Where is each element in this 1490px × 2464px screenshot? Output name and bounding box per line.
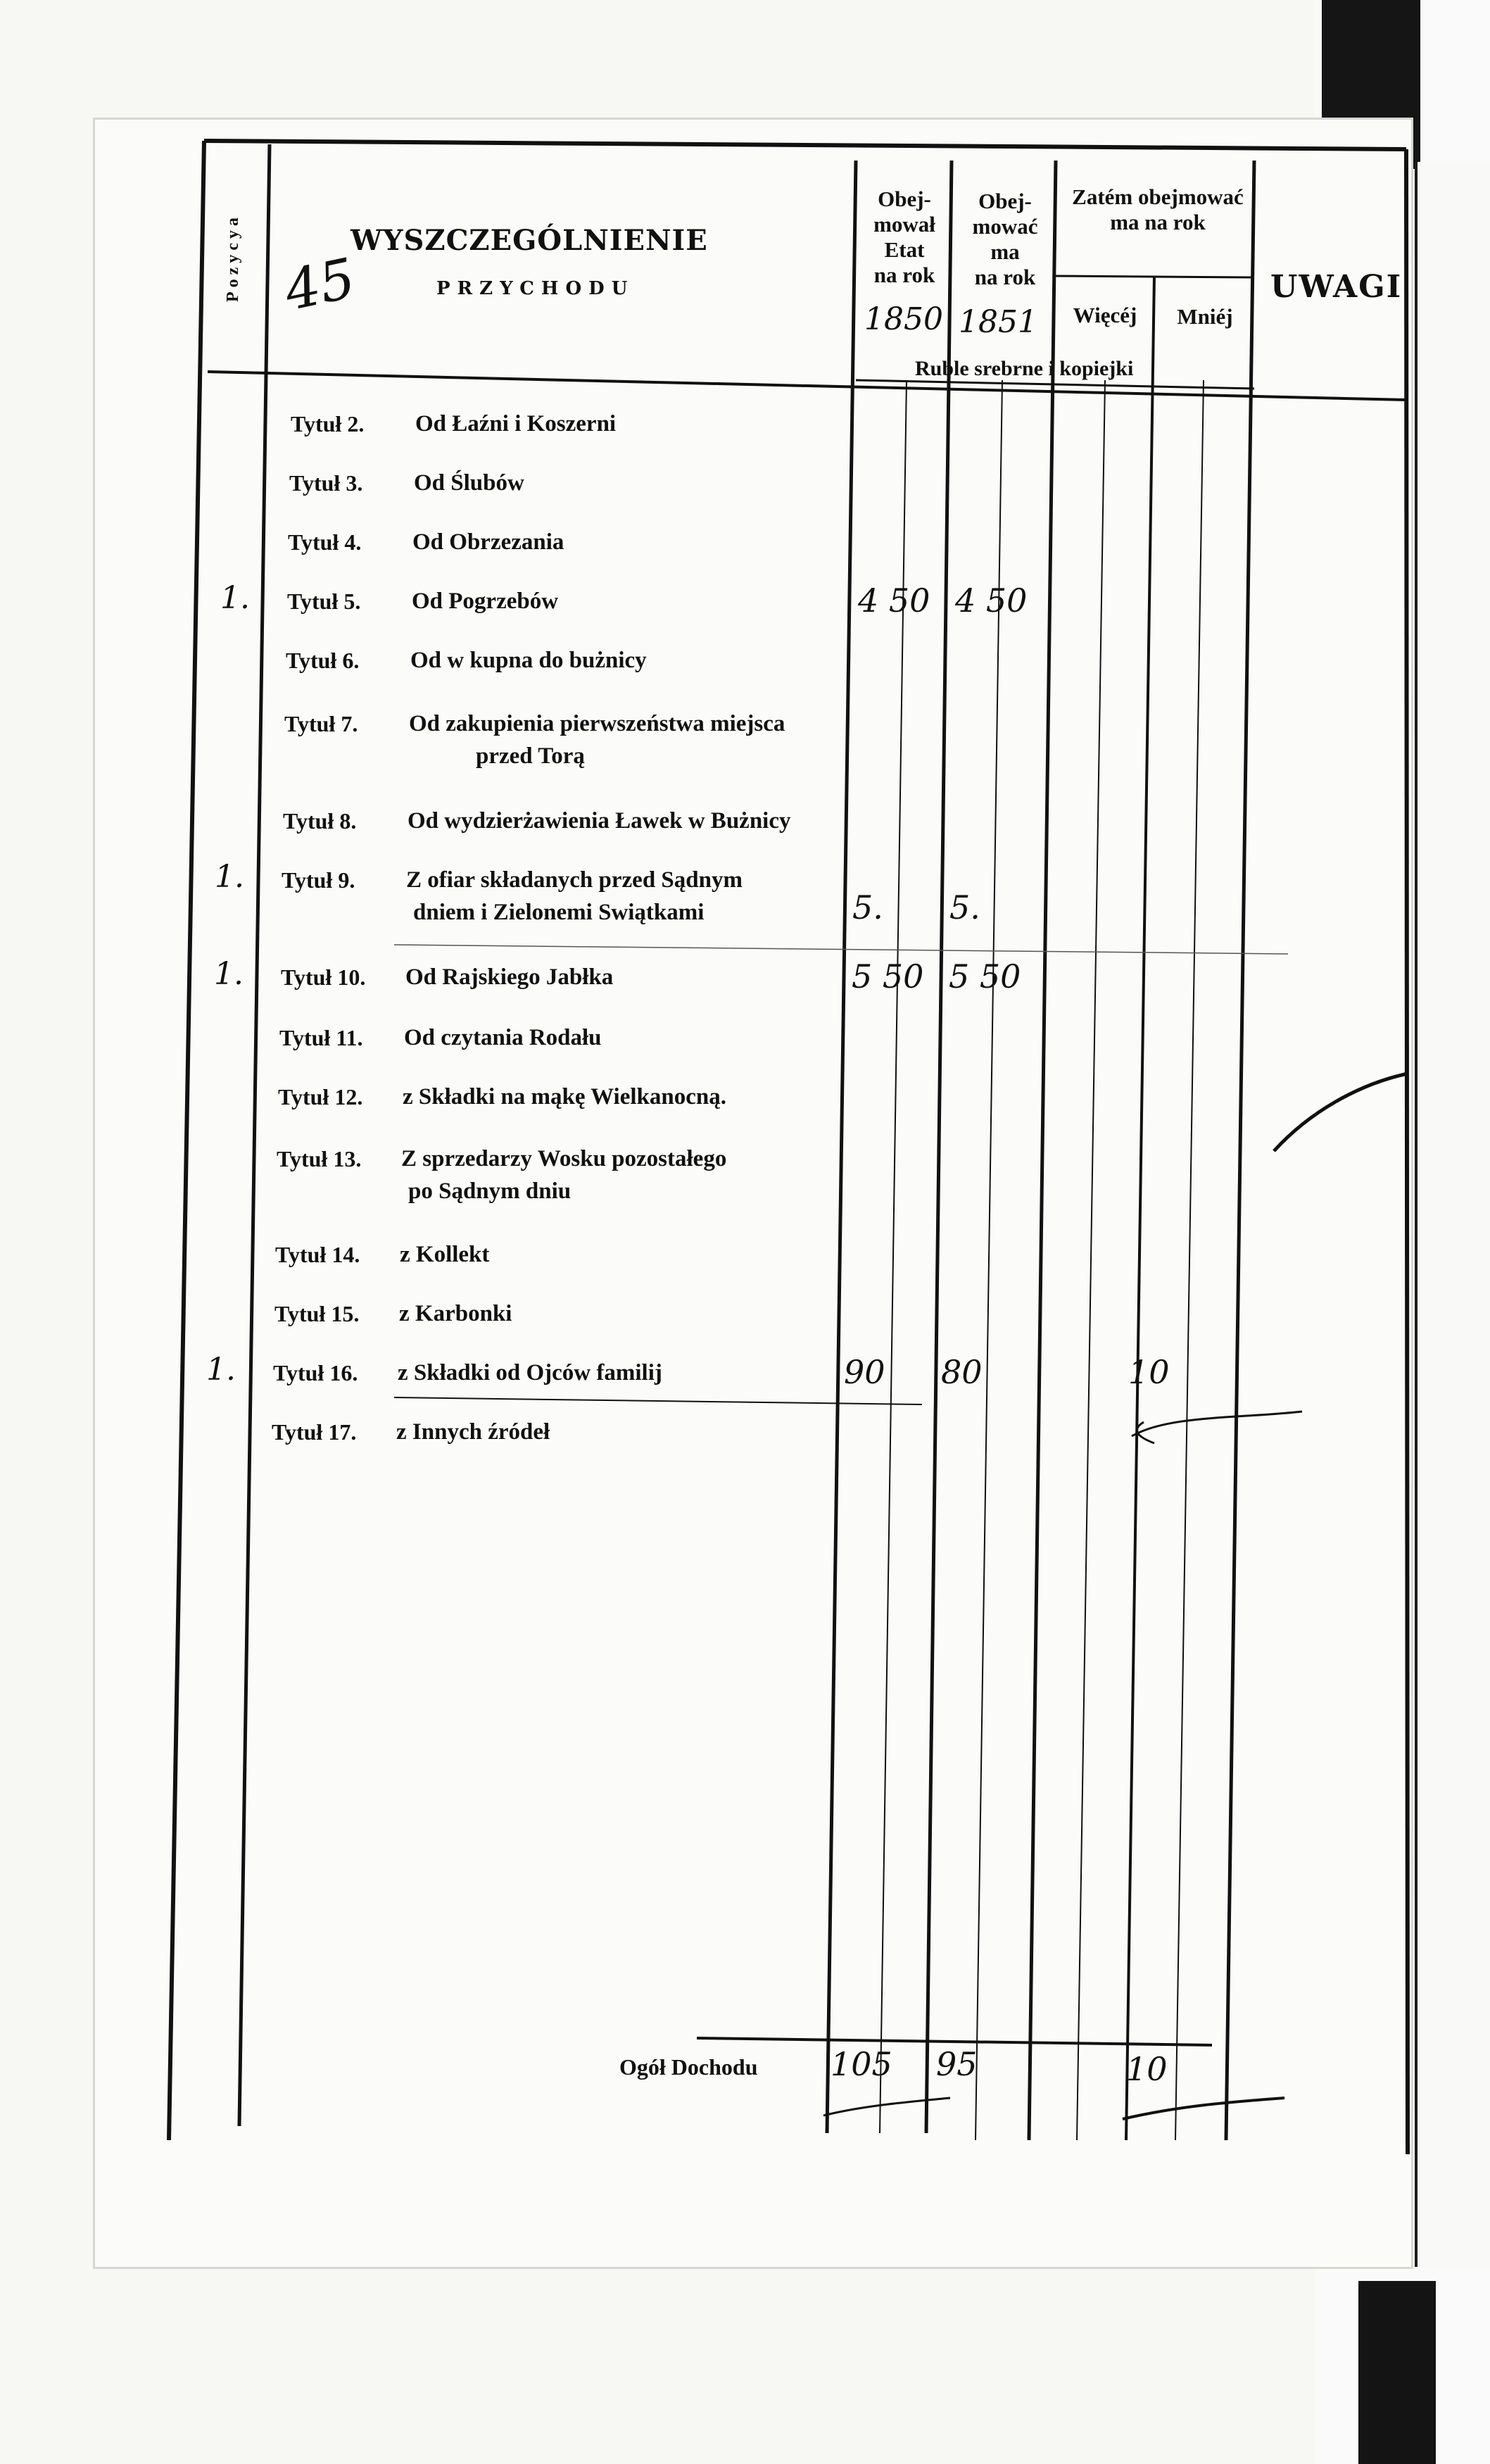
row-tytul: Tytuł 2. (291, 411, 365, 436)
row-check-mark: 1. (220, 580, 250, 616)
row-description: po Sądnym dniu (408, 1178, 572, 1204)
row-description: z Składki od Ojców familij (398, 1360, 662, 1385)
row-description: Od w kupna do bużnicy (410, 648, 647, 673)
row-description: Z ofiar składanych przed Sądnym (406, 867, 743, 893)
row-tytul: Tytuł 3. (289, 470, 363, 496)
total-ma: 95 (936, 2045, 978, 2083)
row-tytul: Tytuł 11. (279, 1025, 363, 1050)
row-description: z Innych źródeł (396, 1419, 550, 1445)
row-tytul: Tytuł 14. (275, 1242, 360, 1267)
row-tytul: Tytuł 8. (283, 808, 357, 834)
row-description: przed Torą (476, 743, 585, 769)
uwagi-header: UWAGI (1270, 269, 1403, 305)
row-description: Od Łaźni i Koszerni (415, 411, 617, 436)
row-ma-value: 80 (941, 1353, 983, 1391)
row-description: z Karbonki (399, 1301, 512, 1326)
row-tytul: Tytuł 17. (272, 1419, 357, 1445)
row-ma-value: 5. (949, 888, 980, 926)
row-description: Od Obrzezania (412, 529, 564, 555)
row-tytul: Tytuł 6. (286, 648, 360, 673)
row-etat-value: 5. (852, 888, 883, 926)
row-tytul: Tytuł 4. (288, 529, 362, 555)
row-ma-value: 4 50 (955, 582, 1028, 620)
total-label: Ogół Dochodu (619, 2054, 758, 2080)
col-ma-header: Obej- mować ma na rok (972, 189, 1038, 289)
row-description: Od Rajskiego Jabłka (405, 964, 614, 990)
row-description: Od Pogrzebów (412, 589, 559, 614)
row-description: z Składki na mąkę Wielkanocną. (403, 1084, 726, 1110)
row-tytul: Tytuł 15. (274, 1301, 360, 1326)
col-zatem-header: Zatém obejmować ma na rok (1072, 184, 1244, 234)
row-description: Od zakupienia pierwszeństwa miejsca (409, 711, 785, 736)
pozycya-header: Pozycya (224, 213, 242, 302)
handwritten-page-number: 45 (279, 246, 361, 324)
row-description: dniem i Zielonemi Swiątkami (413, 900, 705, 925)
row-tytul: Tytuł 13. (277, 1146, 362, 1171)
row-check-mark: 1. (206, 1352, 236, 1388)
currency-header: Ruble srebrne i kopiejki (915, 357, 1134, 380)
col-wiecej-header: Więcéj (1073, 303, 1137, 327)
row-description: Od wydzierżawienia Ławek w Bużnicy (408, 808, 791, 834)
total-etat: 105 (831, 2045, 892, 2083)
row-tytul: Tytuł 10. (281, 964, 366, 990)
section-subtitle: PRZYCHODU (436, 278, 635, 299)
row-check-mark: 1. (214, 956, 244, 992)
row-description: Od Ślubów (414, 470, 524, 496)
row-check-mark: 1. (215, 859, 244, 895)
row-tytul: Tytuł 12. (278, 1084, 363, 1110)
col-ma-year: 1851 (959, 304, 1037, 340)
row-wiecej-value: 10 (1128, 1353, 1170, 1391)
col-etat-header: Obej- mował Etat na rok (873, 187, 935, 287)
row-tytul: Tytuł 16. (273, 1360, 358, 1385)
row-tytul: Tytuł 9. (282, 867, 355, 893)
section-title: WYSZCZEGÓLNIENIE (351, 224, 708, 257)
col-etat-year: 1850 (864, 301, 943, 337)
row-description: z Kollekt (400, 1242, 490, 1267)
total-wiecej: 10 (1126, 2050, 1168, 2088)
row-description: Od czytania Rodału (404, 1025, 602, 1050)
col-mniej-header: Mniéj (1177, 304, 1233, 329)
row-etat-value: 4 50 (858, 582, 930, 620)
row-tytul: Tytuł 7. (284, 711, 358, 736)
row-ma-value: 5 50 (949, 957, 1021, 995)
row-etat-value: 5 50 (852, 957, 924, 995)
row-etat-value: 90 (844, 1353, 885, 1391)
row-description: Z sprzedarzy Wosku pozostałego (401, 1146, 727, 1171)
row-tytul: Tytuł 5. (287, 589, 361, 614)
